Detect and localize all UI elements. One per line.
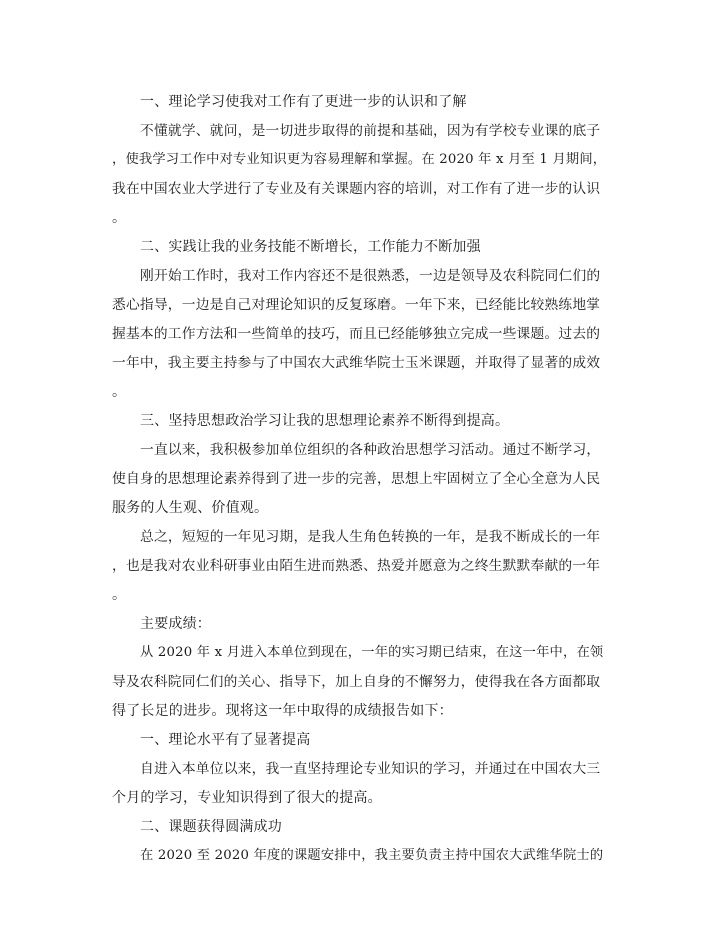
section-heading-theory-level: 一、理论水平有了显著提高 [140,732,311,748]
paragraph-line: 在 2020 至 2020 年度的课题安排中，我主要负责主持中国农大武维华院士的 [140,848,604,863]
paragraph-line: 。 [112,384,127,400]
paragraph-line: 。 [112,210,127,226]
paragraph-line: 一年中，我主要主持参与了中国农大武维华院士玉米课题，并取得了显著的成效 [112,355,601,371]
paragraph-line: 一直以来，我积极参加单位组织的各种政治思想学习活动。通过不断学习， [140,442,601,458]
section-heading-practice: 二、实践让我的业务技能不断增长，工作能力不断加强 [140,239,481,255]
paragraph-line: 刚开始工作时，我对工作内容还不是很熟悉，一边是领导及农科院同仁们的 [140,268,601,284]
paragraph-line: 从 2020 年 x 月进入本单位到现在，一年的实习期已结束，在这一年中，在领 [140,645,604,660]
paragraph-line: 总之，短短的一年见习期，是我人生角色转换的一年，是我不断成长的一年 [140,529,601,545]
paragraph-line: 导及农科院同仁们的关心、指导下，加上自身的不懈努力，使得我在各方面都取 [112,674,601,690]
paragraph-line: 悉心指导，一边是自己对理论知识的反复琢磨。一年下来，已经能比较熟练地掌 [112,297,601,313]
section-heading-main-achievements: 主要成绩： [140,616,211,632]
section-heading-project-success: 二、课题获得圆满成功 [140,819,282,835]
paragraph-line: 握基本的工作方法和一些简单的技巧，而且已经能够独立完成一些课题。过去的 [112,326,601,342]
paragraph-line: 。 [112,587,127,603]
paragraph-line: ，使我学习工作中对专业知识更为容易理解和掌握。在 2020 年 x 月至 1 月期间， [112,152,607,167]
paragraph-line: 服务的人生观、价值观。 [112,500,269,516]
paragraph-line: 自进入本单位以来，我一直坚持理论专业知识的学习，并通过在中国农大三 [140,761,601,777]
paragraph-line: 我在中国农业大学进行了专业及有关课题内容的培训，对工作有了进一步的认识 [112,181,601,197]
paragraph-line: 不懂就学、就问，是一切进步取得的前提和基础，因为有学校专业课的底子 [140,123,601,139]
section-heading-theory-study: 一、理论学习使我对工作有了更进一步的认识和了解 [140,94,467,110]
paragraph-line: 使自身的思想理论素养得到了进一步的完善，思想上牢固树立了全心全意为人民 [112,471,601,487]
section-heading-political-study: 三、坚持思想政治学习让我的思想理论素养不断得到提高。 [140,413,510,429]
paragraph-line: 个月的学习，专业知识得到了很大的提高。 [112,790,382,806]
paragraph-line: ，也是我对农业科研事业由陌生进而熟悉、热爱并愿意为之终生默默奉献的一年 [112,558,601,574]
paragraph-line: 得了长足的进步。现将这一年中取得的成绩报告如下： [112,703,453,719]
